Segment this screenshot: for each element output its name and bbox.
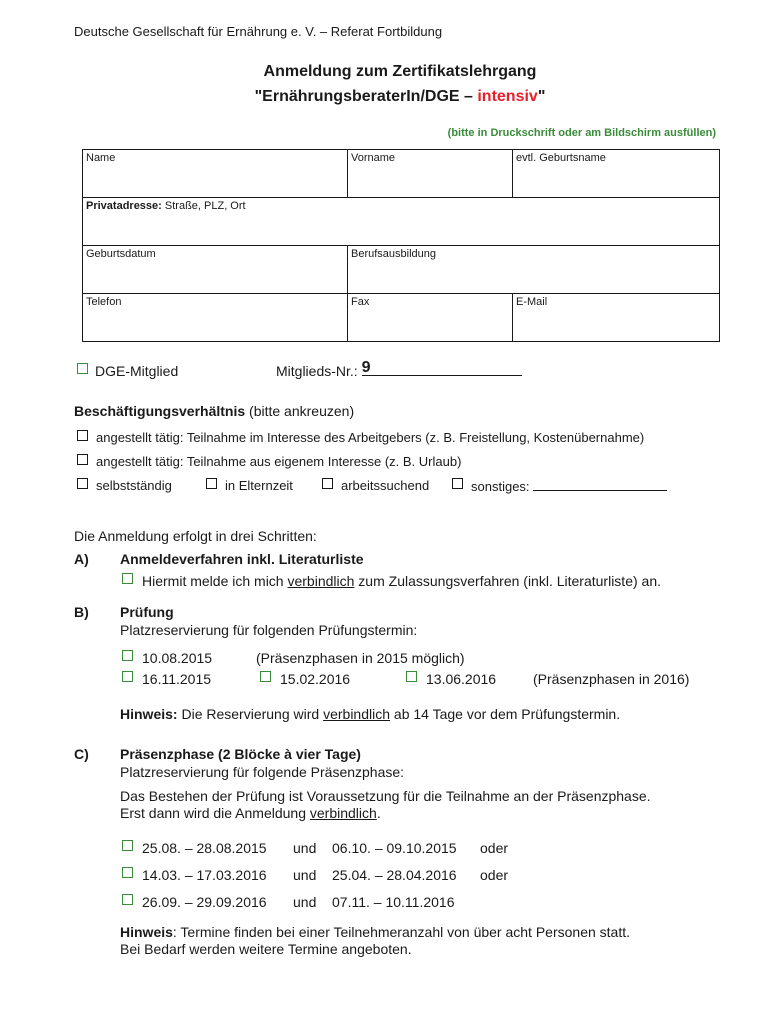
dge-member-label: DGE-Mitglied (95, 363, 179, 379)
step-c-hint-label: Hinweis (120, 924, 173, 940)
employment-opt4-checkbox[interactable] (206, 478, 217, 489)
member-number-value: 9 (361, 359, 371, 376)
privatadresse-hint: Straße, PLZ, Ort (164, 200, 246, 212)
geburtsname-field[interactable] (513, 150, 720, 198)
step-c-letter: C) (74, 746, 89, 762)
employment-other-input[interactable] (533, 478, 667, 491)
exam-date-4-checkbox[interactable] (406, 671, 417, 682)
telefon-field[interactable] (83, 294, 348, 342)
dge-member-checkbox[interactable] (77, 363, 88, 374)
phase-2-oder: oder (480, 867, 509, 883)
step-a-checkbox[interactable] (122, 573, 133, 584)
step-c-hint-text: : Termine finden bei einer Teilnehmeranzahl von über acht Personen statt. (172, 924, 630, 940)
step-a-letter: A) (74, 551, 89, 567)
step-b-hint-label: Hinweis: (120, 706, 178, 722)
step-c-para2-post: . (376, 805, 381, 821)
fax-field[interactable] (348, 294, 513, 342)
employment-opt1-checkbox[interactable] (77, 430, 88, 441)
exam-date-3: 15.02.2016 (280, 671, 351, 687)
step-c-para2 (120, 805, 381, 821)
step-b-title: Prüfung (120, 604, 174, 620)
geburtsdatum-field[interactable] (83, 246, 348, 294)
name-label: Name (86, 152, 116, 164)
step-a-title: Anmeldeverfahren inkl. Literaturliste (120, 551, 364, 567)
berufsausbildung-label: Berufsausbildung (351, 248, 437, 260)
phase-2-range-b: 25.04. – 28.04.2016 (332, 867, 457, 883)
step-c-hint (120, 924, 630, 940)
step-b-hint-pre: Die Reservierung wird (177, 706, 324, 722)
exam-date-1-note: (Präsenzphasen in 2015 möglich) (256, 650, 465, 666)
step-a-text (142, 573, 661, 589)
exam-date-1: 10.08.2015 (142, 650, 213, 666)
step-c-para1: Das Bestehen der Prüfung ist Voraussetzung für die Teilnahme an der Präsenzphase. (120, 788, 651, 804)
phase-3-checkbox[interactable] (122, 894, 133, 905)
geburtsname-label: evtl. Geburtsname (516, 152, 606, 164)
step-b-subtitle: Platzreservierung für folgenden Prüfungstermin: (120, 622, 418, 638)
page-subtitle (0, 88, 770, 106)
employment-opt6 (471, 478, 667, 494)
employment-opt2-checkbox[interactable] (77, 454, 88, 465)
member-number-label: Mitglieds-Nr.: (276, 363, 358, 379)
fill-instruction: (bitte in Druckschrift oder am Bildschirm ausfüllen) (447, 127, 716, 139)
phase-2-range-a: 14.03. – 17.03.2016 (142, 867, 267, 883)
employment-opt3-checkbox[interactable] (77, 478, 88, 489)
employment-opt6-label: sonstiges: (471, 479, 530, 494)
phase-1-checkbox[interactable] (122, 840, 133, 851)
privatadresse-label: Privatadresse: (86, 200, 162, 212)
employment-opt5-label: arbeitssuchend (341, 478, 430, 493)
step-c-para2-pre: Erst dann wird die Anmeldung (120, 805, 310, 821)
vorname-field[interactable] (348, 150, 513, 198)
name-field[interactable] (83, 150, 348, 198)
phase-3-range-b: 07.11. – 10.11.2016 (332, 894, 455, 910)
org-header: Deutsche Gesellschaft für Ernährung e. V. – Referat Fortbildung (74, 24, 443, 39)
personal-data-table (82, 149, 720, 342)
step-c-title: Präsenzphase (2 Blöcke à vier Tage) (120, 746, 361, 762)
exam-dates-2016-note: (Präsenzphasen in 2016) (533, 671, 690, 687)
member-number-input[interactable] (361, 359, 522, 376)
step-c-hint-line2: Bei Bedarf werden weitere Termine angeboten. (120, 941, 412, 957)
page-title: Anmeldung zum Zertifikatslehrgang (263, 63, 537, 80)
subtitle-prefix: "ErnährungsberaterIn/DGE – (254, 88, 478, 105)
employment-opt3-label: selbstständig (96, 478, 172, 493)
exam-date-2: 16.11.2015 (142, 671, 212, 687)
step-b-hint (120, 706, 620, 722)
exam-date-3-checkbox[interactable] (260, 671, 271, 682)
fax-label: Fax (351, 296, 370, 308)
step-a-text-underline: verbindlich (287, 573, 355, 589)
employment-opt4-label: in Elternzeit (225, 478, 293, 493)
step-a-text-pre: Hiermit melde ich mich (142, 573, 288, 589)
phase-1-oder: oder (480, 840, 509, 856)
step-b-hint-underline: verbindlich (323, 706, 391, 722)
email-field[interactable] (513, 294, 720, 342)
email-label: E-Mail (516, 296, 548, 308)
phase-2-und: und (293, 867, 317, 883)
telefon-label: Telefon (86, 296, 122, 308)
phase-3-und: und (293, 894, 317, 910)
steps-intro: Die Anmeldung erfolgt in drei Schritten: (74, 528, 317, 544)
exam-date-1-checkbox[interactable] (122, 650, 133, 661)
phase-1-range-b: 06.10. – 09.10.2015 (332, 840, 457, 856)
employment-heading-hint: (bitte ankreuzen) (249, 403, 355, 419)
employment-heading (74, 403, 354, 419)
subtitle-suffix: " (537, 88, 546, 105)
step-a-text-post: zum Zulassungsverfahren (inkl. Literaturliste) an. (354, 573, 661, 589)
employment-opt2-label: angestellt tätig: Teilnahme aus eigenem Interesse (z. B. Urlaub) (96, 454, 462, 469)
exam-date-2-checkbox[interactable] (122, 671, 133, 682)
employment-heading-title: Beschäftigungsverhältnis (74, 403, 246, 419)
berufsausbildung-field[interactable] (348, 246, 720, 294)
vorname-label: Vorname (351, 152, 396, 164)
phase-1-und: und (293, 840, 317, 856)
geburtsdatum-label: Geburtsdatum (86, 248, 156, 260)
exam-date-4: 13.06.2016 (426, 671, 497, 687)
employment-opt6-checkbox[interactable] (452, 478, 463, 489)
phase-2-checkbox[interactable] (122, 867, 133, 878)
step-c-para2-underline: verbindlich (309, 805, 377, 821)
subtitle-highlight: intensiv (477, 88, 538, 105)
phase-1-range-a: 25.08. – 28.08.2015 (142, 840, 267, 856)
employment-opt5-checkbox[interactable] (322, 478, 333, 489)
member-number (276, 359, 522, 379)
phase-3-range-a: 26.09. – 29.09.2016 (142, 894, 267, 910)
privatadresse-field[interactable] (83, 198, 720, 246)
step-b-hint-post: ab 14 Tage vor dem Prüfungstermin. (390, 706, 621, 722)
step-b-letter: B) (74, 604, 89, 620)
employment-opt1-label: angestellt tätig: Teilnahme im Interesse des Arbeitgebers (z. B. Freistellung, Kostenübernahme) (96, 430, 645, 445)
step-c-subtitle: Platzreservierung für folgende Präsenzphase: (120, 764, 405, 780)
